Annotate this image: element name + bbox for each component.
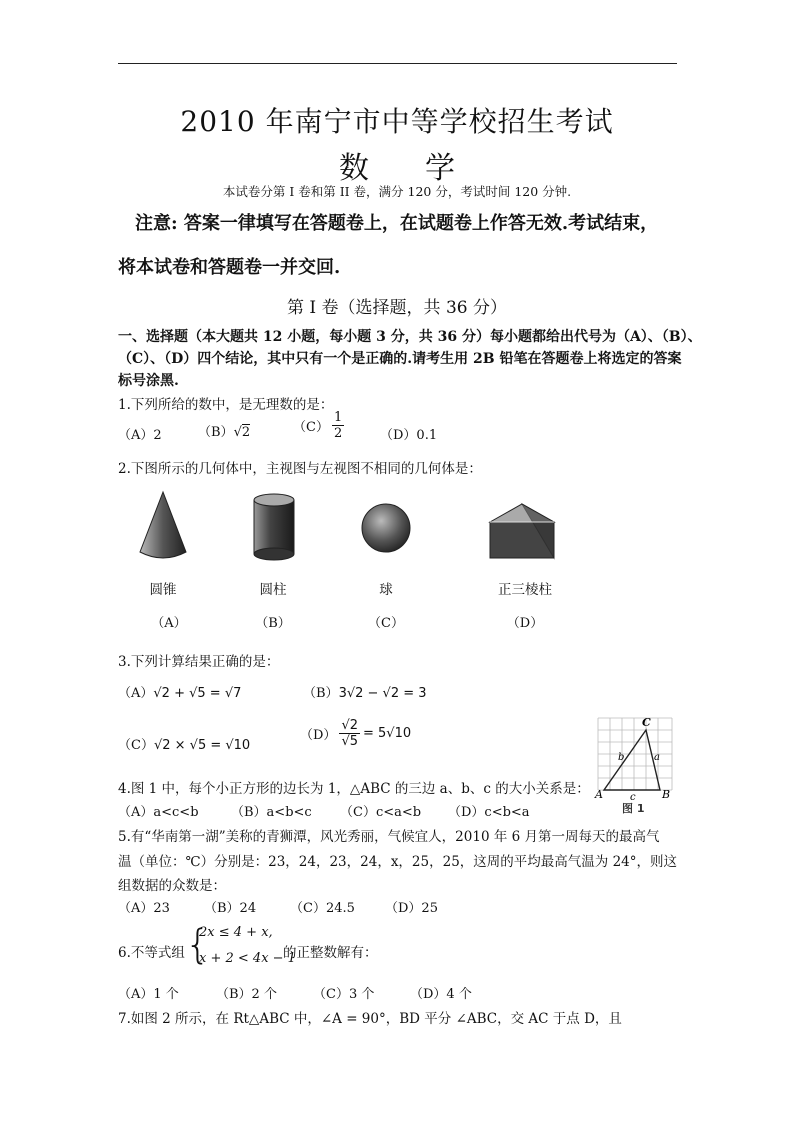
q5-line-3: 组数据的众数是： [118, 878, 226, 894]
figure-1 [594, 714, 676, 814]
q4-option-c: （C）c<a<b [340, 805, 422, 820]
shape-name-sphere: 球 [379, 582, 393, 598]
q5-line-2: 温（单位：℃）分别是：23，24，23，24，x，25，25，这周的平均最高气温为 24°，则这 [118, 854, 678, 870]
exam-title: 2010 年南宁市中等学校招生考试 [180, 105, 614, 138]
q6-option-d: （D）4 个 [410, 987, 472, 1002]
q6-inequality-1: 2x ≤ 4 + x, [199, 925, 273, 940]
notice-line-2: 将本试卷和答题卷一并交回. [118, 257, 341, 278]
shape-name-cylinder: 圆柱 [259, 582, 287, 598]
section-line-2: （C）、（D）四个结论，其中只有一个是正确的.请考生用 2B 铅笔在答题卷上将选定的答案 [118, 351, 682, 367]
section-line-3: 标号涂黑. [118, 373, 179, 389]
figure-1-caption: 图 1 [622, 802, 645, 814]
q4-option-d: （D）c<b<a [448, 805, 530, 820]
cone-shape [140, 492, 186, 558]
figure-1-grid [598, 718, 672, 790]
fig-side-c: c [630, 792, 636, 803]
triangle-abc [604, 730, 660, 790]
q1-stem: 1.下列所给的数中，是无理数的是： [118, 397, 334, 413]
q3-option-a: （A）√2 + √5 = √7 [118, 686, 242, 701]
shape-letter-b: （B） [255, 616, 291, 631]
fig-side-a: a [654, 752, 660, 763]
q4-option-a: （A）a<c<b [118, 805, 199, 820]
q1-option-d: （D）0.1 [380, 428, 438, 443]
shape-name-prism: 正三棱柱 [498, 582, 552, 598]
top-rule [118, 63, 677, 64]
q6-option-b: （B）2 个 [216, 987, 277, 1002]
fig-vertex-b: B [662, 788, 671, 801]
shape-letter-d: （D） [506, 616, 544, 631]
q6-option-c: （C）3 个 [313, 987, 375, 1002]
q5-option-c: （C）24.5 [290, 901, 355, 916]
prism-shape [490, 504, 554, 558]
q3-option-b: （B）3√2 − √2 = 3 [303, 686, 427, 701]
q7-line-1: 7.如图 2 所示，在 Rt△ABC 中，∠A = 90°，BD 平分 ∠ABC，交 AC 于点 D，且 [118, 1011, 622, 1027]
subject-title: 数学 [339, 151, 511, 186]
q5-line-1: 5.有“华南第一湖”美称的青狮潭，风光秀丽，气候宜人，2010 年 6 月第一周每天的最高气 [118, 829, 660, 845]
q6-prefix: 6.不等式组 [118, 945, 185, 961]
shape-letter-a: （A） [151, 616, 187, 631]
q4-option-b: （B）a<b<c [231, 805, 312, 820]
q6-brace: { [185, 922, 211, 968]
q5-option-d: （D）25 [385, 901, 438, 916]
section-line-1: 一、选择题（本大题共 12 小题，每小题 3 分，共 36 分）每小题都给出代号为（A）、（B）、 [118, 329, 702, 345]
q4-stem: 4.图 1 中，每个小正方形的边长为 1，△ABC 的三边 a、b、c 的大小关系是： [118, 781, 590, 797]
cylinder-shape [254, 494, 294, 560]
q6-option-a: （A）1 个 [118, 987, 179, 1002]
notice-line-1: 注意: 答案一律填写在答题卷上，在试题卷上作答无效.考试结束， [135, 213, 659, 234]
fig-vertex-a: A [595, 788, 603, 801]
shape-letter-c: （C） [368, 616, 404, 631]
sphere-shape [362, 504, 410, 552]
q1-option-b: （B）√2 [198, 425, 251, 440]
q6-inequality-2: x + 2 < 4x − 1 [199, 951, 296, 966]
fig-vertex-c: C [642, 716, 651, 729]
q1-option-a: （A）2 [118, 428, 162, 443]
q3-option-c: （C）√2 × √5 = √10 [118, 738, 251, 753]
q5-option-b: （B）24 [204, 901, 257, 916]
q3-option-d: （D） $\frac{√2}{√5}$ = 5√10 [300, 718, 412, 749]
q5-option-a: （A）23 [118, 901, 170, 916]
exam-meta: 本试卷分第 I 卷和第 II 卷，满分 120 分，考试时间 120 分钟. [222, 184, 572, 199]
q2-shapes [130, 488, 570, 568]
fig-side-b: b [618, 752, 625, 763]
q1-option-c: （C） $\frac{1}{2}$ [293, 410, 343, 441]
q6-suffix: 的正整数解有： [283, 945, 378, 961]
q3-stem: 3.下列计算结果正确的是： [118, 654, 280, 670]
q2-stem: 2.下图所示的几何体中，主视图与左视图不相同的几何体是： [118, 461, 482, 477]
part-title: 第 I 卷（选择题，共 36 分） [287, 298, 507, 318]
shape-name-cone: 圆锥 [149, 582, 177, 598]
